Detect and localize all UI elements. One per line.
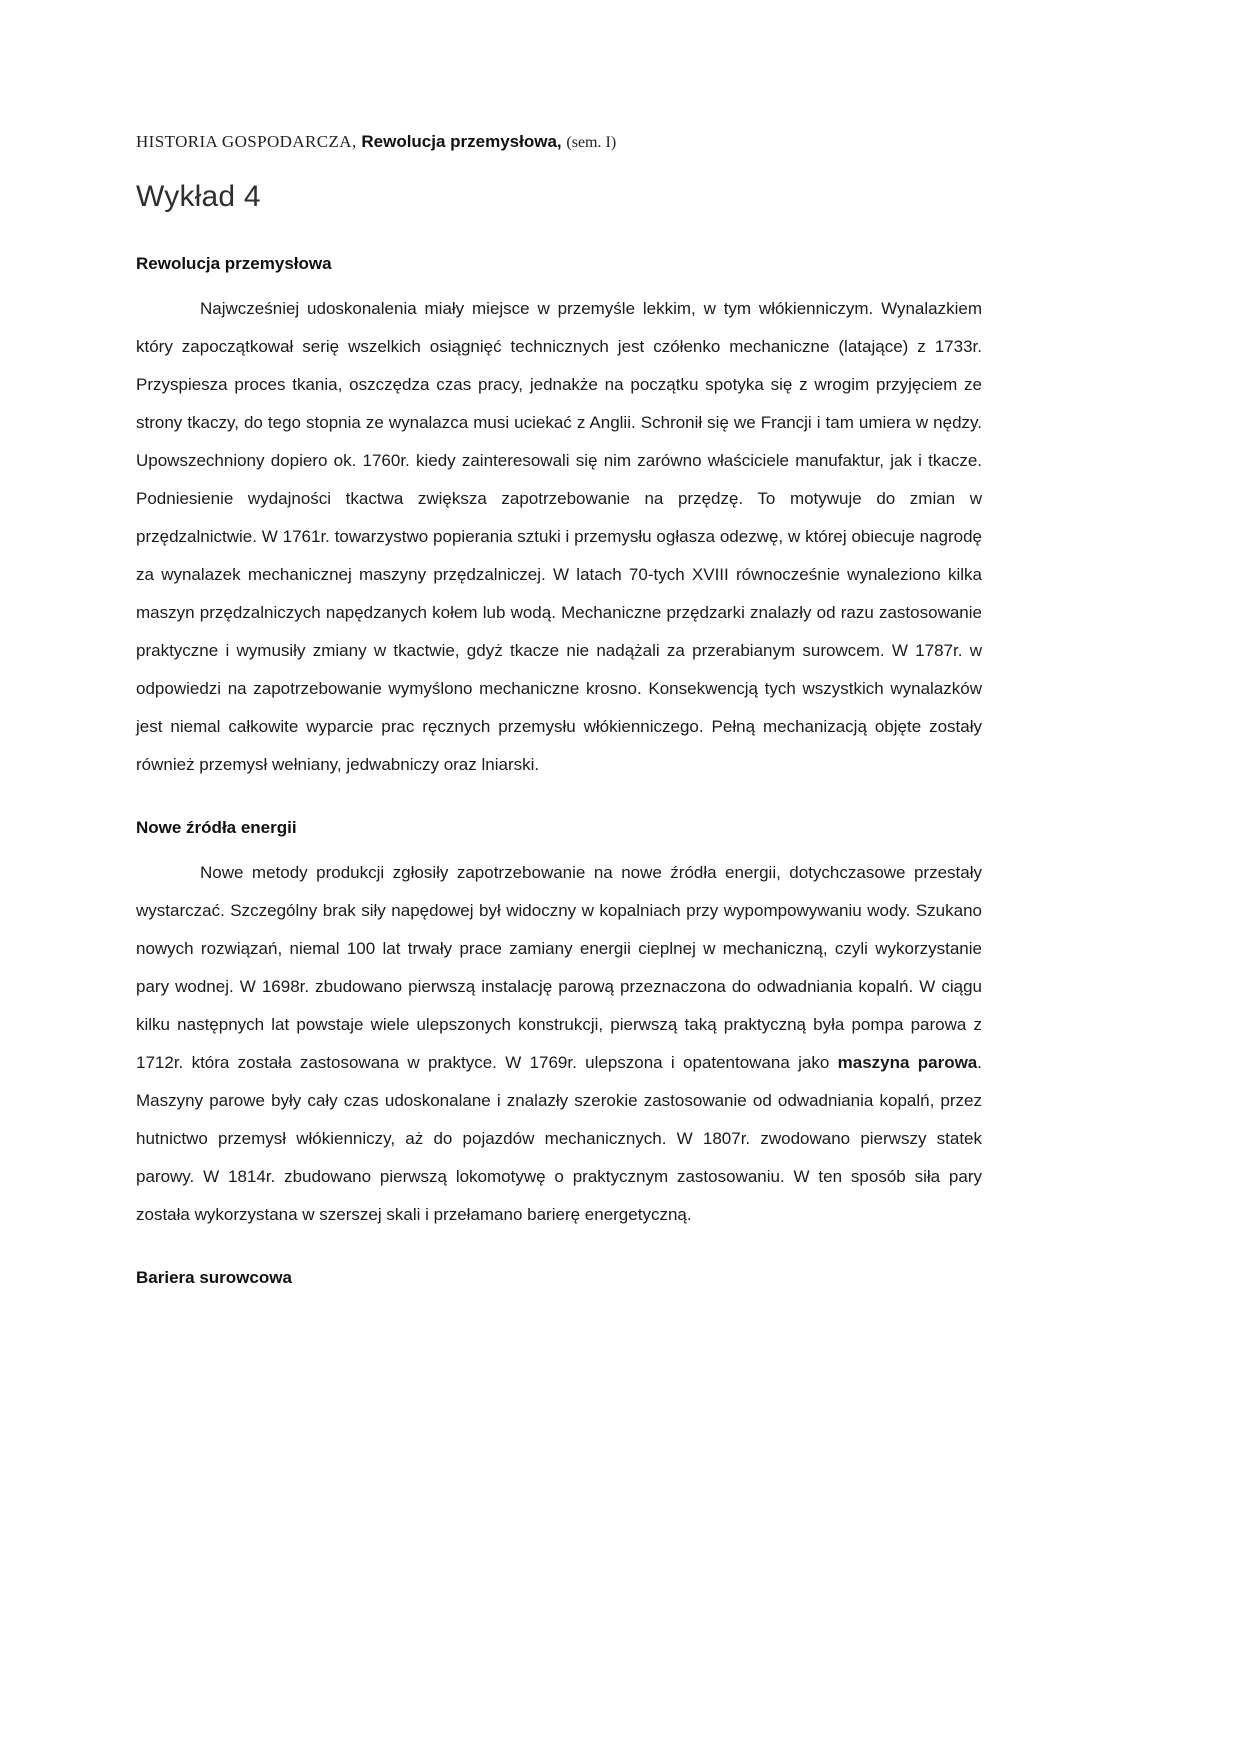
section-heading-bariera-surowcowa: Bariera surowcowa bbox=[136, 1268, 292, 1287]
page-title: Wykład 4 bbox=[136, 180, 261, 213]
section-nowe-zrodla-energii bbox=[136, 818, 982, 1234]
paragraph-rewolucja-przemyslowa: Najwcześniej udoskonalenia miały miejsce w przemyśle lekkim, w tym włókienniczym. Wynalazkiem który zapoczątkował serię wszelkich osiągnięć technicznych jest czółenko mechaniczne (latające) z 1733r. Przyspiesza proces tkania, oszczędza czas pracy, jednakże na początku spotyka się z wrogim przyjęciem ze strony tkaczy, do tego stopnia ze wynalazca musi uciekać z Anglii. Schronił się we Francji i tam umiera w nędzy. Upowszechniony dopiero ok. 1760r. kiedy zainteresowali się nim zarówno właściciele manufaktur, jak i tkacze. Podniesienie wydajności tkactwa zwiększa zapotrzebowanie na przędzę. To motywuje do zmian w przędzalnictwie. W 1761r. towarzystwo popierania sztuki i przemysłu ogłasza odezwę, w której obiecuje nagrodę za wynalazek mechanicznej maszyny przędzalniczej. W latach 70-tych XVIII równocześnie wynaleziono kilka maszyn przędzalniczych napędzanych kołem lub wodą. Mechaniczne przędzarki znalazły od razu zastosowanie praktyczne i wymusiły zmiany w tkactwie, gdyż tkacze nie nadążali za przerabianym surowcem. W 1787r. w odpowiedzi na zapotrzebowanie wymyślono mechaniczne krosno. Konsekwencją tych wszystkich wynalazków jest niemal całkowite wyparcie prac ręcznych przemysłu włókienniczego. Pełną mechanizacją objęte zostały również przemysł wełniany, jedwabniczy oraz lniarski. bbox=[136, 299, 982, 774]
section-bariera-surowcowa bbox=[136, 1268, 982, 1288]
semester-label: (sem. I) bbox=[566, 134, 617, 151]
document-header bbox=[136, 132, 982, 152]
section-heading-nowe-zrodla-energii: Nowe źródła energii bbox=[136, 818, 297, 837]
section-heading-rewolucja-przemyslowa: Rewolucja przemysłowa bbox=[136, 254, 332, 273]
paragraph-nowe-zrodla-energii: Nowe metody produkcji zgłosiły zapotrzebowanie na nowe źródła energii, dotychczasowe przestały wystarczać. Szczególny brak siły napędowej był widoczny w kopalniach przy wypompowywaniu wody. Szukano nowych rozwiązań, niemal 100 lat trwały prace zamiany energii cieplnej w mechaniczną, czyli wykorzystanie pary wodnej. W 1698r. zbudowano pierwszą instalację parową przeznaczona do odwadniania kopalń. W ciągu kilku następnych lat powstaje wiele ulepszonych konstrukcji, pierwszą taką praktyczną była pompa parowa z 1712r. która została zastosowana w praktyce. W 1769r. ulepszona i opatentowana jako maszyna parowa. Maszyny parowe były cały czas udoskonalane i znalazły szerokie zastosowanie od odwadniania kopalń, przez hutnictwo przemysł włókienniczy, aż do pojazdów mechanicznych. W 1807r. zwodowano pierwszy statek parowy. W 1814r. zbudowano pierwszą lokomotywę o praktycznym zastosowaniu. W ten sposób siła pary została wykorzystana w szerszej skali i przełamano barierę energetyczną. bbox=[136, 863, 982, 1224]
lecture-topic: Rewolucja przemysłowa, bbox=[361, 132, 562, 151]
section-rewolucja-przemyslowa bbox=[136, 254, 982, 784]
course-name: HISTORIA GOSPODARCZA, bbox=[136, 132, 357, 151]
